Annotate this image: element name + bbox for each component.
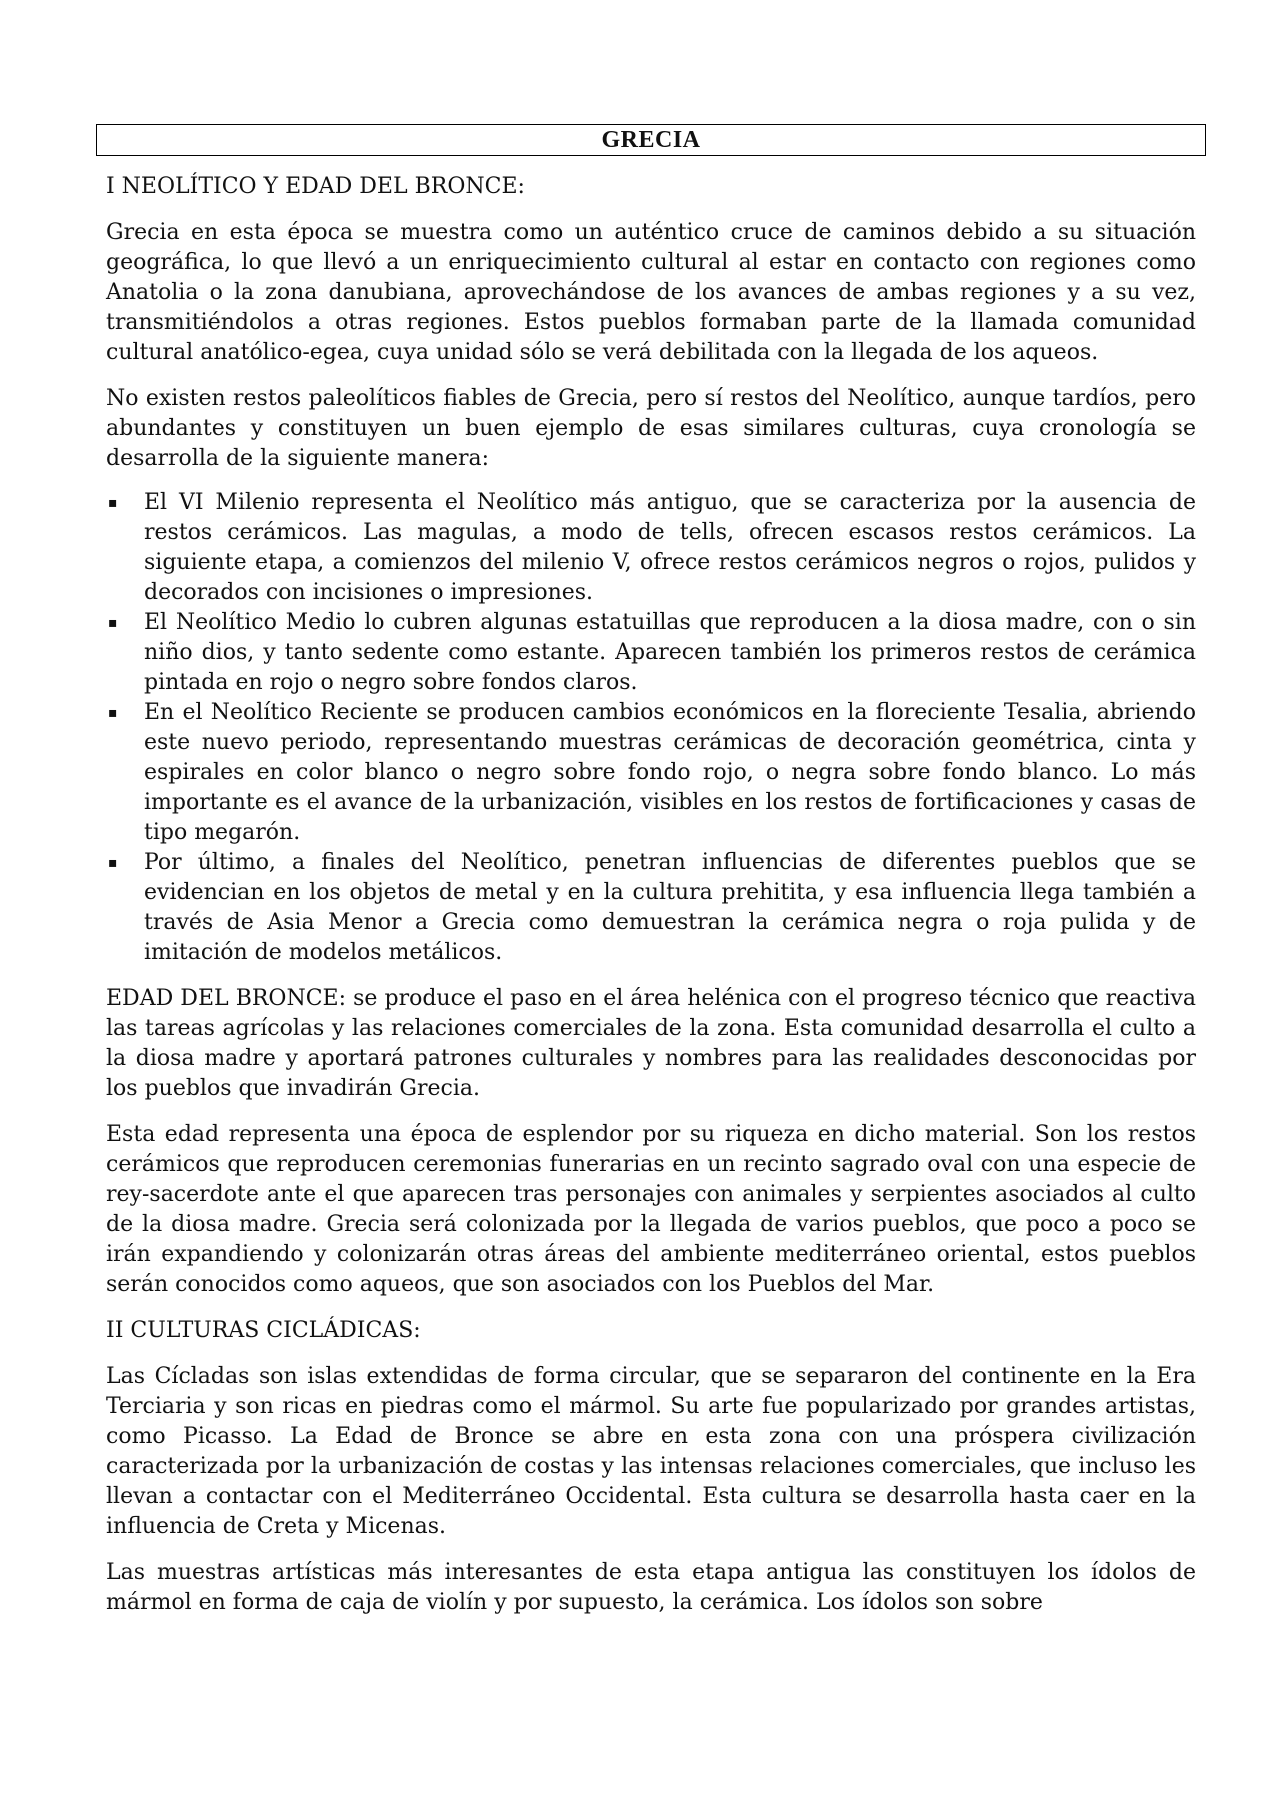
- list-item-text: El VI Milenio representa el Neolítico más antiguo, que se caracteriza por la ausencia de restos cerámicos. Las magulas, a modo de tells, ofrecen escasos restos cerámicos. La siguiente etapa, a comienzos del milenio V, ofrece restos cerámicos negros o rojos, pulidos y decorados con incisiones o impresiones.: [144, 490, 1196, 605]
- paragraph-edad-bronce: EDAD DEL BRONCE: se produce el paso en el área helénica con el progreso técnico que reactiva las tareas agrícolas y las relaciones comerciales de la zona. Esta comunidad desarrolla el culto a la diosa madre y aportará patrones culturales y nombres para las realidades desconocidas por los pueblos que invadirán Grecia.: [106, 986, 1196, 1101]
- paragraph-cicladas: Las Cícladas son islas extendidas de forma circular, que se separaron del continente en la Era Terciaria y son ricas en piedras como el mármol. Su arte fue popularizado por grandes artistas, como Picasso. La Edad de Bronce se abre en esta zona con una próspera civilización caracterizada por la urbanización de costas y las intensas relaciones comerciales, que incluso les llevan a contactar con el Mediterráneo Occidental. Esta cultura se desarrolla hasta caer en la influencia de Creta y Micenas.: [106, 1364, 1196, 1539]
- list-item: [106, 698, 1196, 848]
- list-item-text: Por último, a finales del Neolítico, penetran influencias de diferentes pueblos que se evidencian en los objetos de metal y en la cultura prehitita, y esa influencia llega también a través de Asia Menor a Grecia como demuestran la cerámica negra o roja pulida y de imitación de modelos metálicos.: [144, 850, 1196, 965]
- page-title: GRECIA: [96, 124, 1206, 156]
- bullet-square-icon: ▪: [108, 855, 118, 871]
- bullet-square-icon: ▪: [108, 705, 118, 721]
- paragraph-muestras-artisticas: Las muestras artísticas más interesantes de esta etapa antigua las constituyen los ídolos de mármol en forma de caja de violín y por supuesto, la cerámica. Los ídolos son sobre: [106, 1560, 1196, 1615]
- paragraph-esplendor: Esta edad representa una época de esplendor por su riqueza en dicho material. Son los restos cerámicos que reproducen ceremonias funerarias en un recinto sagrado oval con una especie de rey-sacerdote ante el que aparecen tras personajes con animales y serpientes asociados al culto de la diosa madre. Grecia será colonizada por la llegada de varios pueblos, que poco a poco se irán expandiendo y colonizarán otras áreas del ambiente mediterráneo oriental, estos pueblos serán conocidos como aqueos, que son asociados con los Pueblos del Mar.: [106, 1122, 1196, 1297]
- document-page: [106, 124, 1196, 1618]
- list-item: [106, 488, 1196, 608]
- list-item-text: En el Neolítico Reciente se producen cambios económicos en la floreciente Tesalia, abriendo este nuevo periodo, representando muestras cerámicas de decoración geométrica, cinta y espirales en color blanco o negro sobre fondo rojo, o negra sobre fondo blanco. Lo más importante es el avance de la urbanización, visibles en los restos de fortificaciones y casas de tipo megarón.: [144, 700, 1196, 845]
- section-heading-cicladas: II CULTURAS CICLÁDICAS:: [106, 1318, 421, 1343]
- paragraph-intro: Grecia en esta época se muestra como un auténtico cruce de caminos debido a su situación geográfica, lo que llevó a un enriquecimiento cultural al estar en contacto con regiones como Anatolia o la zona danubiana, aprovechándose de los avances de ambas regiones y a su vez, transmitiéndolos a otras regiones. Estos pueblos formaban parte de la llamada comunidad cultural anatólico-egea, cuya unidad sólo se verá debilitada con la llegada de los aqueos.: [106, 220, 1196, 365]
- bullet-list: [106, 488, 1196, 968]
- list-item-text: El Neolítico Medio lo cubren algunas estatuillas que reproducen a la diosa madre, con o sin niño dios, y tanto sedente como estante. Aparecen también los primeros restos de cerámica pintada en rojo o negro sobre fondos claros.: [144, 610, 1196, 695]
- bullet-square-icon: ▪: [108, 495, 118, 511]
- section-heading-neolitico: I NEOLÍTICO Y EDAD DEL BRONCE:: [106, 174, 525, 199]
- list-item: [106, 848, 1196, 968]
- paragraph-chronology: No existen restos paleolíticos fiables de Grecia, pero sí restos del Neolítico, aunque tardíos, pero abundantes y constituyen un buen ejemplo de esas similares culturas, cuya cronología se desarrolla de la siguiente manera:: [106, 386, 1196, 471]
- list-item: [106, 608, 1196, 698]
- bullet-square-icon: ▪: [108, 615, 118, 631]
